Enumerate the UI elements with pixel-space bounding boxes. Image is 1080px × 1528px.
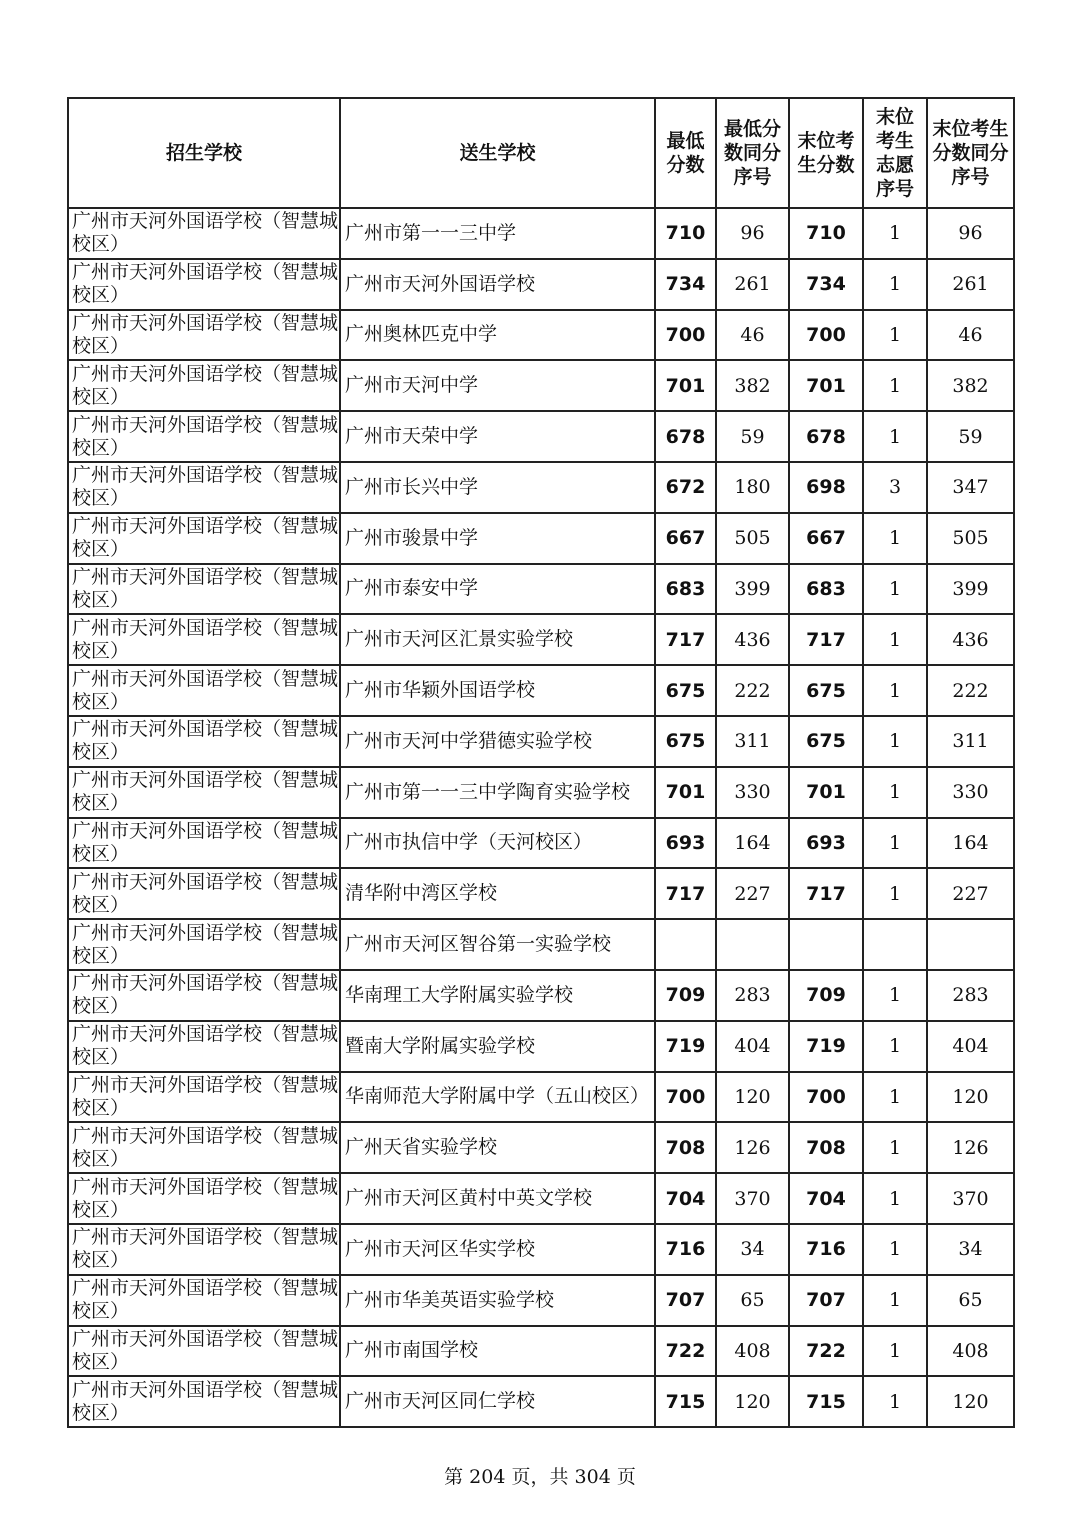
min-score-tie-rank-cell: 261: [716, 259, 789, 310]
min-score-tie-rank-cell: 65: [716, 1275, 789, 1326]
table-row: [68, 818, 1014, 869]
min-score-cell: 678: [655, 411, 716, 462]
min-score-tie-rank-cell: 164: [716, 818, 789, 869]
choice-rank-cell: 1: [863, 716, 927, 767]
recruiting-school-cell: 广州市天河外国语学校（智慧城校区）: [68, 310, 340, 361]
table-row: [68, 1275, 1014, 1326]
min-score-tie-rank-cell: 126: [716, 1122, 789, 1173]
sending-school-cell: 广州市天河外国语学校: [340, 259, 655, 310]
recruiting-school-cell: 广州市天河外国语学校（智慧城校区）: [68, 208, 340, 259]
min-score-cell: 667: [655, 513, 716, 564]
choice-rank-cell: 1: [863, 208, 927, 259]
last-student-tie-rank-cell: [927, 919, 1014, 970]
last-student-tie-rank-cell: 283: [927, 970, 1014, 1021]
sending-school-cell: 广州奥林匹克中学: [340, 310, 655, 361]
last-student-tie-rank-cell: 408: [927, 1326, 1014, 1377]
min-score-cell: 700: [655, 1072, 716, 1123]
choice-rank-cell: 1: [863, 411, 927, 462]
min-score-cell: 693: [655, 818, 716, 869]
header-last-student-tie-rank: 末位考生 分数同分 序号: [927, 98, 1014, 208]
min-score-tie-rank-cell: 311: [716, 716, 789, 767]
choice-rank-cell: 1: [863, 1376, 927, 1427]
min-score-tie-rank-cell: 404: [716, 1021, 789, 1072]
table-row: [68, 1326, 1014, 1377]
choice-rank-cell: 1: [863, 1173, 927, 1224]
recruiting-school-cell: 广州市天河外国语学校（智慧城校区）: [68, 1072, 340, 1123]
sending-school-cell: 广州市华颖外国语学校: [340, 665, 655, 716]
last-student-tie-rank-cell: 505: [927, 513, 1014, 564]
table-row: [68, 564, 1014, 615]
min-score-tie-rank-cell: 370: [716, 1173, 789, 1224]
sending-school-cell: 广州市天河区黄村中英文学校: [340, 1173, 655, 1224]
choice-rank-cell: 1: [863, 1021, 927, 1072]
sending-school-cell: 广州市长兴中学: [340, 462, 655, 513]
sending-school-cell: 广州市骏景中学: [340, 513, 655, 564]
table-row: [68, 259, 1014, 310]
admission-score-table: [67, 97, 1015, 1428]
table-row: [68, 411, 1014, 462]
recruiting-school-cell: 广州市天河外国语学校（智慧城校区）: [68, 1224, 340, 1275]
last-student-tie-rank-cell: 96: [927, 208, 1014, 259]
min-score-tie-rank-cell: 180: [716, 462, 789, 513]
table-row: [68, 513, 1014, 564]
last-student-score-cell: 717: [789, 868, 863, 919]
last-student-tie-rank-cell: 382: [927, 360, 1014, 411]
table-row: [68, 1376, 1014, 1427]
recruiting-school-cell: 广州市天河外国语学校（智慧城校区）: [68, 919, 340, 970]
sending-school-cell: 广州市天河区华实学校: [340, 1224, 655, 1275]
choice-rank-cell: 1: [863, 1224, 927, 1275]
last-student-score-cell: 715: [789, 1376, 863, 1427]
sending-school-cell: 华南理工大学附属实验学校: [340, 970, 655, 1021]
last-student-score-cell: 667: [789, 513, 863, 564]
min-score-cell: 710: [655, 208, 716, 259]
last-student-score-cell: 700: [789, 310, 863, 361]
last-student-tie-rank-cell: 370: [927, 1173, 1014, 1224]
min-score-cell: 704: [655, 1173, 716, 1224]
recruiting-school-cell: 广州市天河外国语学校（智慧城校区）: [68, 564, 340, 615]
table-row: [68, 360, 1014, 411]
header-last-student-score: 末位考 生分数: [789, 98, 863, 208]
header-last-student-choice-rank: 末位 考生 志愿 序号: [863, 98, 927, 208]
min-score-tie-rank-cell: [716, 919, 789, 970]
min-score-tie-rank-cell: 120: [716, 1376, 789, 1427]
choice-rank-cell: 1: [863, 360, 927, 411]
table-row: [68, 716, 1014, 767]
recruiting-school-cell: 广州市天河外国语学校（智慧城校区）: [68, 614, 340, 665]
choice-rank-cell: [863, 919, 927, 970]
sending-school-cell: 广州天省实验学校: [340, 1122, 655, 1173]
table-row: [68, 1021, 1014, 1072]
last-student-tie-rank-cell: 34: [927, 1224, 1014, 1275]
last-student-tie-rank-cell: 46: [927, 310, 1014, 361]
choice-rank-cell: 1: [863, 1122, 927, 1173]
last-student-tie-rank-cell: 120: [927, 1376, 1014, 1427]
min-score-cell: 707: [655, 1275, 716, 1326]
min-score-tie-rank-cell: 46: [716, 310, 789, 361]
sending-school-cell: 广州市天荣中学: [340, 411, 655, 462]
recruiting-school-cell: 广州市天河外国语学校（智慧城校区）: [68, 462, 340, 513]
sending-school-cell: 广州市天河中学猎德实验学校: [340, 716, 655, 767]
last-student-tie-rank-cell: 330: [927, 767, 1014, 818]
header-sending-school: 送生学校: [340, 98, 655, 208]
table-row: [68, 1173, 1014, 1224]
table-row: [68, 767, 1014, 818]
min-score-cell: 683: [655, 564, 716, 615]
min-score-cell: 709: [655, 970, 716, 1021]
min-score-cell: [655, 919, 716, 970]
sending-school-cell: 广州市华美英语实验学校: [340, 1275, 655, 1326]
choice-rank-cell: 1: [863, 767, 927, 818]
min-score-cell: 708: [655, 1122, 716, 1173]
last-student-tie-rank-cell: 227: [927, 868, 1014, 919]
choice-rank-cell: 1: [863, 1326, 927, 1377]
recruiting-school-cell: 广州市天河外国语学校（智慧城校区）: [68, 259, 340, 310]
min-score-cell: 722: [655, 1326, 716, 1377]
min-score-tie-rank-cell: 34: [716, 1224, 789, 1275]
last-student-score-cell: 734: [789, 259, 863, 310]
choice-rank-cell: 3: [863, 462, 927, 513]
last-student-tie-rank-cell: 65: [927, 1275, 1014, 1326]
sending-school-cell: 广州市第一一三中学陶育实验学校: [340, 767, 655, 818]
last-student-tie-rank-cell: 120: [927, 1072, 1014, 1123]
choice-rank-cell: 1: [863, 818, 927, 869]
recruiting-school-cell: 广州市天河外国语学校（智慧城校区）: [68, 360, 340, 411]
sending-school-cell: 暨南大学附属实验学校: [340, 1021, 655, 1072]
sending-school-cell: 广州市天河区同仁学校: [340, 1376, 655, 1427]
last-student-tie-rank-cell: 311: [927, 716, 1014, 767]
sending-school-cell: 广州市天河区智谷第一实验学校: [340, 919, 655, 970]
sending-school-cell: 清华附中湾区学校: [340, 868, 655, 919]
table-row: [68, 208, 1014, 259]
header-min-score: 最低 分数: [655, 98, 716, 208]
last-student-score-cell: 698: [789, 462, 863, 513]
sending-school-cell: 广州市执信中学（天河校区）: [340, 818, 655, 869]
min-score-tie-rank-cell: 382: [716, 360, 789, 411]
last-student-score-cell: 701: [789, 767, 863, 818]
recruiting-school-cell: 广州市天河外国语学校（智慧城校区）: [68, 1275, 340, 1326]
min-score-tie-rank-cell: 330: [716, 767, 789, 818]
last-student-tie-rank-cell: 404: [927, 1021, 1014, 1072]
last-student-score-cell: 719: [789, 1021, 863, 1072]
min-score-tie-rank-cell: 120: [716, 1072, 789, 1123]
choice-rank-cell: 1: [863, 513, 927, 564]
choice-rank-cell: 1: [863, 614, 927, 665]
last-student-score-cell: 710: [789, 208, 863, 259]
header-recruiting-school: 招生学校: [68, 98, 340, 208]
min-score-cell: 701: [655, 360, 716, 411]
recruiting-school-cell: 广州市天河外国语学校（智慧城校区）: [68, 1173, 340, 1224]
last-student-score-cell: 675: [789, 665, 863, 716]
min-score-cell: 717: [655, 614, 716, 665]
min-score-tie-rank-cell: 222: [716, 665, 789, 716]
recruiting-school-cell: 广州市天河外国语学校（智慧城校区）: [68, 411, 340, 462]
last-student-score-cell: 675: [789, 716, 863, 767]
last-student-score-cell: 683: [789, 564, 863, 615]
last-student-score-cell: 708: [789, 1122, 863, 1173]
table-row: [68, 1122, 1014, 1173]
min-score-cell: 675: [655, 716, 716, 767]
last-student-tie-rank-cell: 222: [927, 665, 1014, 716]
min-score-cell: 700: [655, 310, 716, 361]
sending-school-cell: 广州市泰安中学: [340, 564, 655, 615]
choice-rank-cell: 1: [863, 259, 927, 310]
recruiting-school-cell: 广州市天河外国语学校（智慧城校区）: [68, 1326, 340, 1377]
min-score-cell: 719: [655, 1021, 716, 1072]
min-score-tie-rank-cell: 399: [716, 564, 789, 615]
recruiting-school-cell: 广州市天河外国语学校（智慧城校区）: [68, 665, 340, 716]
last-student-score-cell: 722: [789, 1326, 863, 1377]
sending-school-cell: 广州市天河中学: [340, 360, 655, 411]
table-row: [68, 310, 1014, 361]
choice-rank-cell: 1: [863, 1072, 927, 1123]
recruiting-school-cell: 广州市天河外国语学校（智慧城校区）: [68, 767, 340, 818]
last-student-tie-rank-cell: 261: [927, 259, 1014, 310]
last-student-score-cell: 707: [789, 1275, 863, 1326]
sending-school-cell: 广州市南国学校: [340, 1326, 655, 1377]
table-row: [68, 462, 1014, 513]
last-student-tie-rank-cell: 347: [927, 462, 1014, 513]
choice-rank-cell: 1: [863, 310, 927, 361]
min-score-cell: 672: [655, 462, 716, 513]
last-student-tie-rank-cell: 126: [927, 1122, 1014, 1173]
table-row: [68, 665, 1014, 716]
last-student-score-cell: 709: [789, 970, 863, 1021]
last-student-score-cell: [789, 919, 863, 970]
choice-rank-cell: 1: [863, 564, 927, 615]
last-student-tie-rank-cell: 59: [927, 411, 1014, 462]
sending-school-cell: 广州市天河区汇景实验学校: [340, 614, 655, 665]
min-score-tie-rank-cell: 96: [716, 208, 789, 259]
last-student-score-cell: 678: [789, 411, 863, 462]
min-score-tie-rank-cell: 436: [716, 614, 789, 665]
table-row: [68, 614, 1014, 665]
min-score-cell: 716: [655, 1224, 716, 1275]
last-student-score-cell: 700: [789, 1072, 863, 1123]
table-row: [68, 970, 1014, 1021]
table-row: [68, 1224, 1014, 1275]
table-row: [68, 1072, 1014, 1123]
min-score-cell: 717: [655, 868, 716, 919]
recruiting-school-cell: 广州市天河外国语学校（智慧城校区）: [68, 818, 340, 869]
last-student-score-cell: 716: [789, 1224, 863, 1275]
header-row: [68, 98, 1014, 208]
min-score-tie-rank-cell: 283: [716, 970, 789, 1021]
min-score-tie-rank-cell: 408: [716, 1326, 789, 1377]
recruiting-school-cell: 广州市天河外国语学校（智慧城校区）: [68, 1376, 340, 1427]
sending-school-cell: 华南师范大学附属中学（五山校区）: [340, 1072, 655, 1123]
last-student-tie-rank-cell: 399: [927, 564, 1014, 615]
recruiting-school-cell: 广州市天河外国语学校（智慧城校区）: [68, 1122, 340, 1173]
choice-rank-cell: 1: [863, 970, 927, 1021]
last-student-score-cell: 717: [789, 614, 863, 665]
table-row: [68, 919, 1014, 970]
choice-rank-cell: 1: [863, 1275, 927, 1326]
table-row: [68, 868, 1014, 919]
min-score-cell: 734: [655, 259, 716, 310]
recruiting-school-cell: 广州市天河外国语学校（智慧城校区）: [68, 1021, 340, 1072]
recruiting-school-cell: 广州市天河外国语学校（智慧城校区）: [68, 970, 340, 1021]
last-student-tie-rank-cell: 164: [927, 818, 1014, 869]
last-student-tie-rank-cell: 436: [927, 614, 1014, 665]
recruiting-school-cell: 广州市天河外国语学校（智慧城校区）: [68, 868, 340, 919]
sending-school-cell: 广州市第一一三中学: [340, 208, 655, 259]
min-score-tie-rank-cell: 59: [716, 411, 789, 462]
last-student-score-cell: 704: [789, 1173, 863, 1224]
recruiting-school-cell: 广州市天河外国语学校（智慧城校区）: [68, 716, 340, 767]
min-score-cell: 675: [655, 665, 716, 716]
recruiting-school-cell: 广州市天河外国语学校（智慧城校区）: [68, 513, 340, 564]
last-student-score-cell: 693: [789, 818, 863, 869]
last-student-score-cell: 701: [789, 360, 863, 411]
min-score-tie-rank-cell: 227: [716, 868, 789, 919]
choice-rank-cell: 1: [863, 665, 927, 716]
min-score-tie-rank-cell: 505: [716, 513, 789, 564]
min-score-cell: 701: [655, 767, 716, 818]
min-score-cell: 715: [655, 1376, 716, 1427]
page-footer: 第 204 页，共 304 页: [444, 1466, 636, 1488]
choice-rank-cell: 1: [863, 868, 927, 919]
header-min-score-tie-rank: 最低分 数同分 序号: [716, 98, 789, 208]
